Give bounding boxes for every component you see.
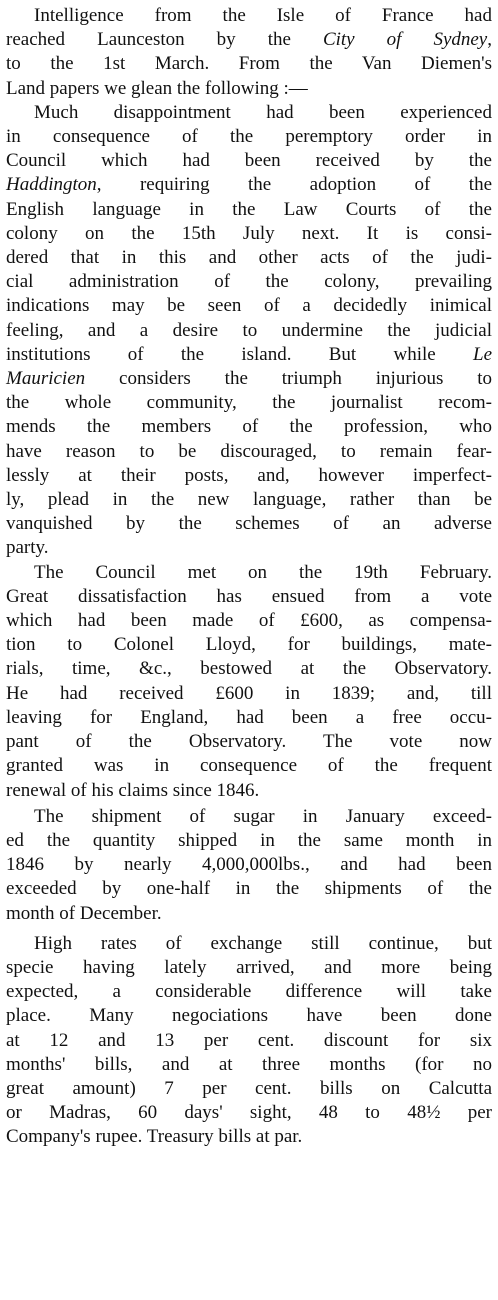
paragraph-disappointment: [6, 101, 492, 561]
text-line: reached Launceston by the City of Sydney,: [6, 29, 492, 51]
paragraph-exchange: [6, 932, 492, 1150]
paragraph-sugar: [6, 805, 492, 926]
text-line: institutions of the island. But while Le: [6, 343, 492, 365]
text-line: leaving for England, had been a free occu-: [6, 706, 492, 728]
text-line: Company's rupee. Treasury bills at par.: [6, 1126, 303, 1148]
text-line: granted was in consequence of the frequent: [6, 755, 492, 777]
text-line: Great dissatisfaction has ensued from a vote: [6, 585, 492, 607]
text-line: in consequence of the peremptory order in: [6, 126, 492, 148]
text-line: at 12 and 13 per cent. discount for six: [6, 1029, 492, 1051]
text-line: Land papers we glean the following :—: [6, 77, 308, 99]
text-line: High rates of exchange still continue, but: [34, 932, 492, 954]
text-line: The Council met on the 19th February.: [34, 561, 492, 583]
text-line: tion to Colonel Lloyd, for buildings, mate-: [6, 634, 492, 656]
italic-name: Le: [473, 343, 492, 365]
text-line: cial administration of the colony, prevailing: [6, 271, 492, 293]
text-line: English language in the Law Courts of the: [6, 198, 492, 220]
news-column: [6, 4, 492, 1150]
text-line: months' bills, and at three months (for no: [6, 1053, 492, 1075]
text-line: He had received £600 in 1839; and, till: [6, 682, 492, 704]
text-line: Much disappointment had been experienced: [34, 101, 492, 123]
text-line: The shipment of sugar in January exceed-: [34, 805, 492, 827]
text-line: the whole community, the journalist recom-: [6, 392, 492, 414]
text-line: dered that in this and other acts of the judi-: [6, 247, 492, 269]
text-line: Mauricien considers the triumph injurious to: [6, 368, 492, 390]
text-line: party.: [6, 537, 49, 559]
italic-name: Haddington: [6, 174, 97, 196]
text-line: or Madras, 60 days' sight, 48 to 48½ per: [6, 1102, 492, 1124]
text-line: great amount) 7 per cent. bills on Calcutta: [6, 1077, 492, 1099]
paragraph-intro: [6, 4, 492, 101]
text-line: month of December.: [6, 902, 162, 924]
text-line: vanquished by the schemes of an adverse: [6, 513, 492, 535]
text-line: mends the members of the profession, who: [6, 416, 492, 438]
text-line: Intelligence from the Isle of France had: [34, 5, 492, 26]
text-line: indications may be seen of a decidedly inimical: [6, 295, 492, 317]
text-line: Council which had been received by the: [6, 150, 492, 172]
text-line: to the 1st March. From the Van Diemen's: [6, 53, 492, 75]
text-line: feeling, and a desire to undermine the judicial: [6, 319, 492, 341]
text-line: ly, plead in the new language, rather than be: [6, 489, 492, 511]
text-line: expected, a considerable difference will take: [6, 981, 492, 1003]
text-line: which had been made of £600, as compensa-: [6, 610, 492, 632]
text-line: 1846 by nearly 4,000,000lbs., and had been: [6, 854, 492, 876]
text-line: have reason to be discouraged, to remain fear-: [6, 440, 492, 462]
text-line: rials, time, &c., bestowed at the Observatory.: [6, 658, 492, 680]
text-line: Haddington, requiring the adoption of the: [6, 174, 492, 196]
text-line: pant of the Observatory. The vote now: [6, 731, 492, 753]
text-line: renewal of his claims since 1846.: [6, 779, 260, 801]
text-line: place. Many negociations have been done: [6, 1005, 492, 1027]
text-line: colony on the 15th July next. It is consi-: [6, 222, 492, 244]
text-line: lessly at their posts, and, however imperfect-: [6, 464, 492, 486]
text-line: ed the quantity shipped in the same month in: [6, 829, 492, 851]
paragraph-council: [6, 561, 492, 803]
text-line: exceeded by one-half in the shipments of the: [6, 878, 492, 900]
italic-name: Mauricien: [6, 368, 86, 390]
italic-name: City of Sydney: [322, 29, 488, 51]
text-line: specie having lately arrived, and more being: [6, 956, 492, 978]
